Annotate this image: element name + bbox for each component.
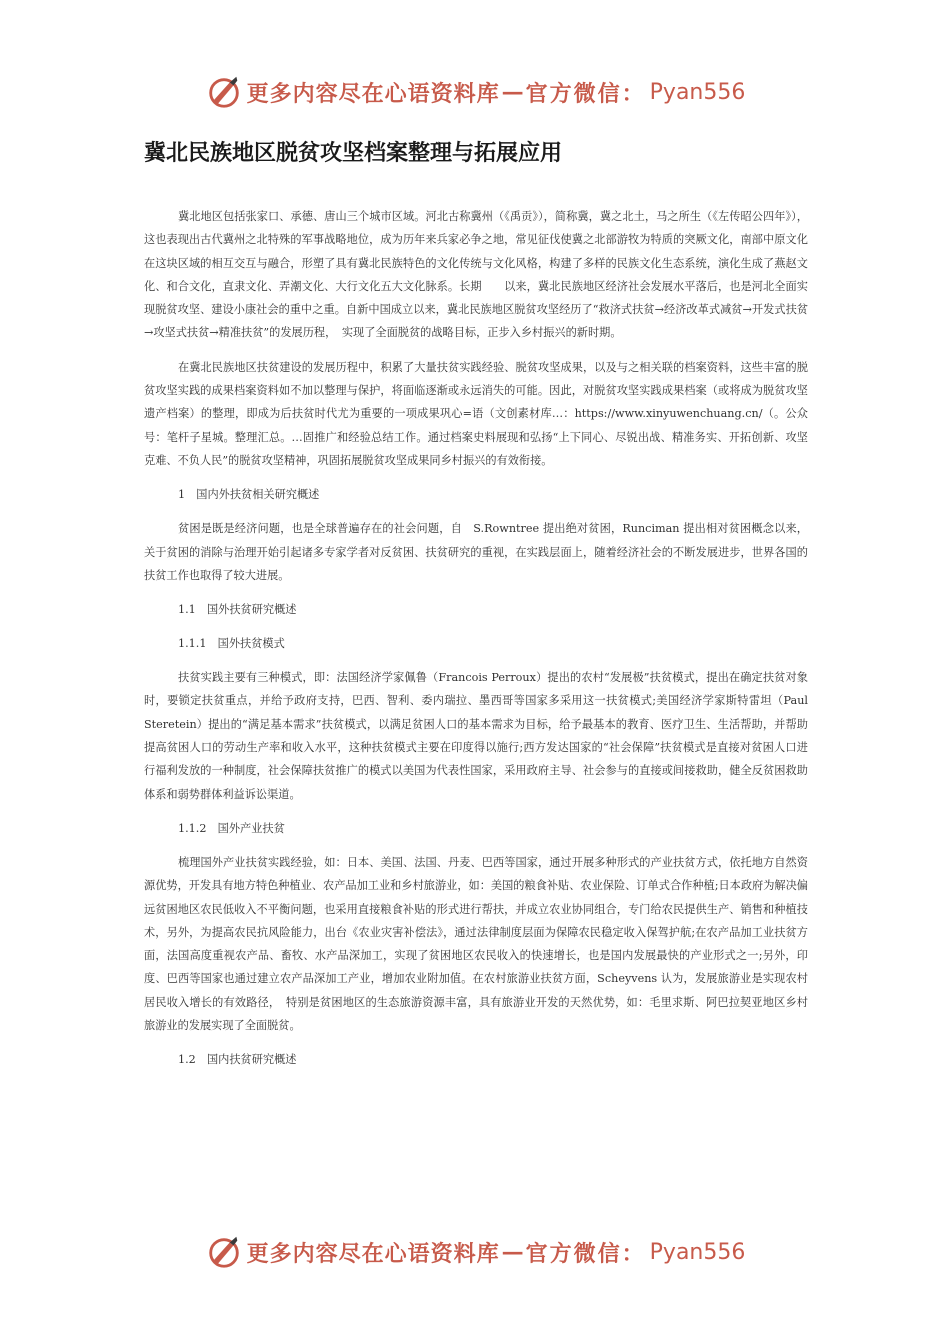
- body-paragraph: 在冀北民族地区扶贫建设的发展历程中，积累了大量扶贫实践经验、脱贫攻坚成果，以及与之相关联的档案资料，这些丰富的脱贫攻坚实践的成果档案资料如不加以整理与保护，将面临逐渐或永远消失的可能。因此，对脱贫攻坚实践成果档案（或将成为脱贫攻坚遗产档案）的整理，即成为后扶贫时代尤为重要的一项成果巩心=语（文创素材库…：https://www.xinyuwenchuang.cn/（。公众号：笔杆子星城。整理汇总。…固推广和经验总结工作。通过档案史料展现和弘扬“上下同心、尽锐出战、精准务实、开拓创新、攻坚克难、不负人民”的脱贫攻坚精神，巩固拓展脱贫攻坚成果同乡村振兴的有效衔接。: [144, 360, 808, 467]
- article-body: [144, 205, 808, 1082]
- banner-text: 更多内容尽在心语资料库: [246, 1240, 500, 1267]
- section-heading: 1 国内外扶贫相关研究概述: [178, 488, 320, 502]
- header-banner: [0, 72, 950, 112]
- body-paragraph: 冀北地区包括张家口、承德、唐山三个城市区域。河北古称冀州（《禹贡》），简称冀，冀之北土，马之所生（《左传昭公四年》），这也表现出古代冀州之北特殊的军事战略地位，成为历年来兵家必争之地，常见征伐使冀之北部游牧为特质的突厥文化，南部中原文化在这块区域的相互交互与融合，形塑了具有冀北民族特色的文化传统与文化风格，构建了多样的民族文化生态系统，演化生成了燕赵文化、和合文化，直隶文化、弄潮文化、大行文化五大文化脉系。长期 以来，冀北民族地区经济社会发展水平落后，也是河北全面实现脱贫攻坚、建设小康社会的重中之重。自新中国成立以来，冀北民族地区脱贫攻坚经历了“救济式扶贫→经济改革式减贫→开发式扶贫→攻坚式扶贫→精准扶贫”的发展历程， 实现了全面脱贫的战略目标，正步入乡村振兴的新时期。: [144, 210, 808, 340]
- footer-banner: [0, 1232, 950, 1272]
- body-paragraph: 梳理国外产业扶贫实践经验，如：日本、美国、法国、丹麦、巴西等国家，通过开展多种形式的产业扶贫方式，依托地方自然资源优势，开发具有地方特色种植业、农产品加工业和乡村旅游业，如：美国的粮食补贴、农业保险、订单式合作种植;日本政府为解决偏远贫困地区农民低收入不平衡问题，也采用直接粮食补贴的形式进行帮扶，并成立农业协同组合，专门给农民提供生产、销售和种植技术，另外，为提高农民抗风险能力，出台《农业灾害补偿法》，通过法律制度层面为保障农民稳定收入保驾护航;在农产品加工业扶贫方面，法国高度重视农产品、畜牧、水产品深加工，实现了贫困地区农民收入的快速增长，也是国内发展最快的产业形式之一;另外，印度、巴西等国家也通过建立农产品深加工产业，增加农业附加值。在农村旅游业扶贫方面，Scheyvens 认为，发展旅游业是实现农村居民收入增长的有效路径， 特别是贫困地区的生态旅游资源丰富，具有旅游业开发的天然优势，如：毛里求斯、阿巴拉契亚地区乡村旅游业的发展实现了全面脱贫。: [144, 855, 808, 1033]
- banner-label: 官方微信：: [525, 80, 646, 107]
- body-paragraph: 贫困是既是经济问题，也是全球普遍存在的社会问题，自 S.Rowntree 提出绝对贫困，Runciman 提出相对贫困概念以来，关于贫困的消除与治理开始引起诸多专家学者对反贫困、扶贫研究的重视，在实践层面上，随着经济社会的不断发展进步，世界各国的扶贫工作也取得了较大进展。: [144, 522, 808, 582]
- section-heading: 1.1.2 国外产业扶贫: [178, 821, 285, 835]
- section-heading: 1.2 国内扶贫研究概述: [178, 1053, 297, 1067]
- section-heading: 1.1.1 国外扶贫模式: [178, 637, 285, 651]
- banner-wechat-id: Pyan556: [649, 1239, 746, 1265]
- banner-label: 官方微信：: [525, 1240, 646, 1267]
- banner-text: 更多内容尽在心语资料库: [246, 80, 500, 107]
- page-title: 冀北民族地区脱贫攻坚档案整理与拓展应用: [144, 141, 563, 166]
- pen-logo-icon: [205, 1233, 243, 1271]
- banner-dash: —: [501, 1239, 524, 1265]
- banner-dash: —: [501, 79, 524, 105]
- banner-wechat-id: Pyan556: [649, 79, 746, 105]
- pen-logo-icon: [205, 73, 243, 111]
- body-paragraph: 扶贫实践主要有三种模式，即：法国经济学家佩鲁（Francois Perroux）提出的农村“发展极”扶贫模式，提出在确定扶贫对象时，要锁定扶贫重点，并给予政府支持，巴西、智利、委内瑞拉、墨西哥等国家多采用这一扶贫模式;美国经济学家斯特雷坦（Paul Steretein）提出的“满足基本需求”扶贫模式，以满足贫困人口的基本需求为目标，给予最基本的教育、医疗卫生、生活帮助，并帮助提高贫困人口的劳动生产率和收入水平，这种扶贫模式主要在印度得以施行;西方发达国家的“社会保障”扶贫模式是直接对贫困人口进行福利发放的一种制度，社会保障扶贫推广的模式以美国为代表性国家，采用政府主导、社会参与的直接或间接救助，健全反贫困救助体系和弱势群体利益诉讼渠道。: [144, 671, 808, 801]
- section-heading: 1.1 国外扶贫研究概述: [178, 603, 297, 617]
